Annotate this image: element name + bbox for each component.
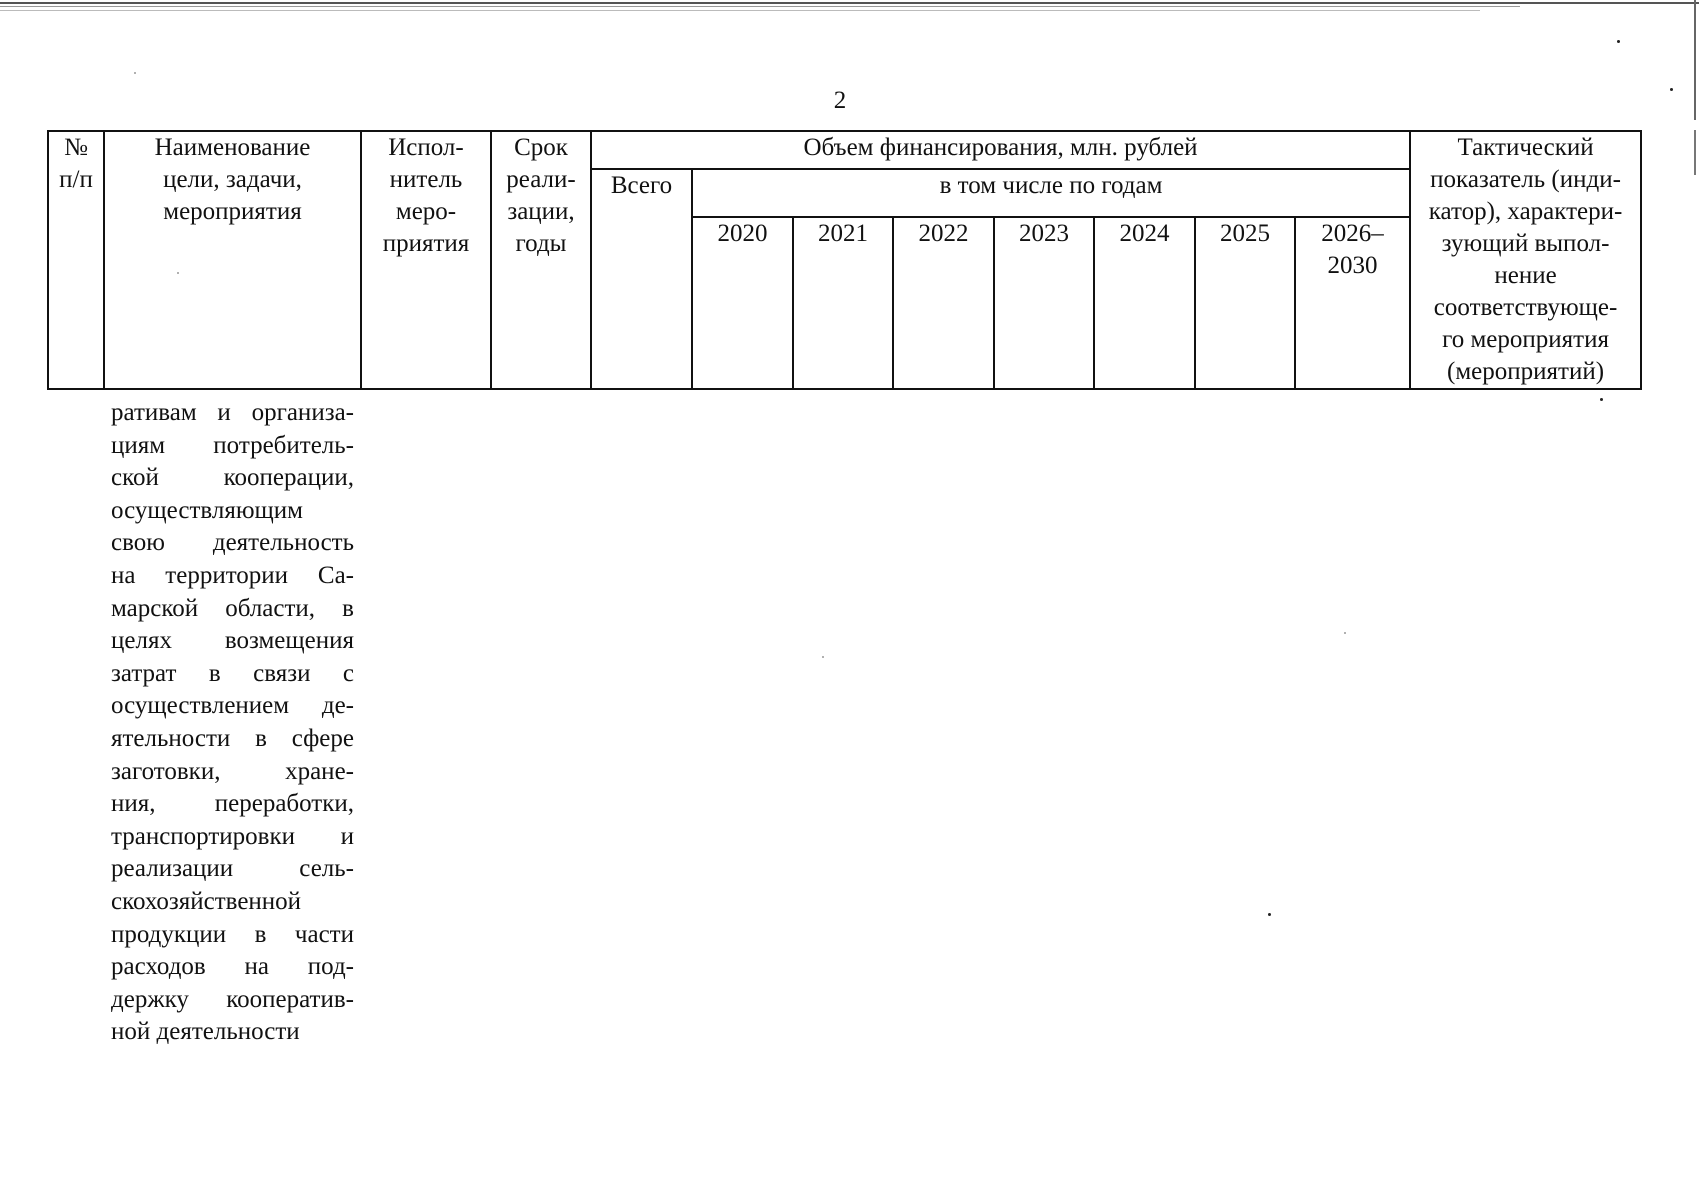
description-line: целях возмещения — [111, 627, 354, 655]
description-line: осуществляющим — [111, 496, 303, 524]
scan-speck — [1600, 398, 1603, 401]
financing-table — [47, 130, 1642, 390]
scan-speck — [1344, 632, 1346, 634]
description-line: ративам и организа- — [111, 399, 354, 426]
header-name-line: цели, задачи, — [163, 166, 302, 193]
header-term-line: годы — [515, 230, 567, 257]
header-name-line: мероприятия — [163, 198, 302, 225]
description-line: свою деятельность — [111, 529, 354, 557]
header-year-range-line: 2030 — [1327, 252, 1378, 279]
header-year: 2020 — [692, 217, 793, 389]
description-line: на территории Са- — [111, 561, 354, 589]
header-indicator — [1410, 131, 1641, 389]
header-by-years: в том числе по годам — [692, 169, 1410, 217]
header-indicator-line: Тактический — [1457, 134, 1594, 161]
header-executor-line: меро- — [395, 198, 457, 225]
header-year: 2023 — [994, 217, 1094, 389]
header-term — [491, 131, 591, 389]
description-line: расходов на под- — [111, 953, 354, 981]
header-term-line: зации, — [507, 198, 575, 225]
header-number-line: п/п — [59, 166, 93, 193]
description-line: ной деятельности — [111, 1018, 300, 1046]
header-indicator-line: соответствующе- — [1433, 294, 1618, 321]
header-year-range-line: 2026– — [1321, 220, 1384, 247]
header-total: Всего — [591, 169, 692, 389]
description-line: продукции в части — [111, 920, 354, 948]
description-line: циям потребитель- — [111, 431, 354, 459]
scan-edge-line — [1694, 0, 1696, 120]
description-line: держку кооператив- — [111, 985, 354, 1013]
scan-edge-line — [0, 10, 1480, 11]
header-indicator-line: нение — [1494, 262, 1557, 289]
scan-speck — [1670, 88, 1673, 91]
description-line: ятельности в сфере — [111, 724, 354, 752]
header-executor-line: Испол- — [388, 134, 464, 161]
header-term-line: реали- — [506, 166, 576, 193]
header-indicator-line: (мероприятий) — [1447, 358, 1605, 385]
header-year: 2024 — [1094, 217, 1195, 389]
header-term-line: Срок — [514, 134, 568, 161]
header-indicator-line: показатель (инди- — [1430, 166, 1621, 193]
activity-description — [111, 397, 354, 1049]
header-year-range — [1295, 217, 1410, 389]
description-line: реализации сель- — [111, 855, 354, 883]
header-year: 2021 — [793, 217, 893, 389]
scan-edge-line — [1694, 130, 1696, 175]
header-executor — [361, 131, 491, 389]
header-number — [48, 131, 104, 389]
header-indicator-line: го мероприятия — [1442, 326, 1609, 353]
description-line: заготовки, хране- — [111, 757, 354, 785]
header-executor-line: приятия — [382, 230, 470, 257]
scan-speck — [1268, 913, 1271, 916]
header-indicator-line: катор), характери- — [1428, 198, 1623, 225]
header-indicator-line: зующий выпол- — [1441, 230, 1610, 257]
description-line: затрат в связи с — [111, 659, 354, 687]
scan-speck — [822, 656, 824, 658]
description-line: марской области, в — [111, 594, 354, 622]
header-year: 2025 — [1195, 217, 1295, 389]
scan-speck — [1617, 40, 1620, 43]
header-year: 2022 — [893, 217, 994, 389]
header-executor-line: нитель — [389, 166, 463, 193]
header-financing: Объем финансирования, млн. рублей — [591, 131, 1410, 169]
description-line: ния, переработки, — [111, 790, 354, 818]
header-name — [104, 131, 361, 389]
description-line: ской кооперации, — [111, 464, 354, 492]
description-line: транспортировки и — [111, 822, 354, 850]
description-line: скохозяйственной — [111, 887, 302, 915]
scan-edge-line — [0, 6, 1520, 7]
page-number: 2 — [833, 87, 847, 114]
description-line: осуществлением де- — [111, 692, 354, 720]
header-number-line: № — [64, 134, 88, 161]
scan-edge-line — [0, 2, 1699, 4]
scan-speck — [134, 72, 136, 74]
header-name-line: Наименование — [154, 134, 311, 161]
